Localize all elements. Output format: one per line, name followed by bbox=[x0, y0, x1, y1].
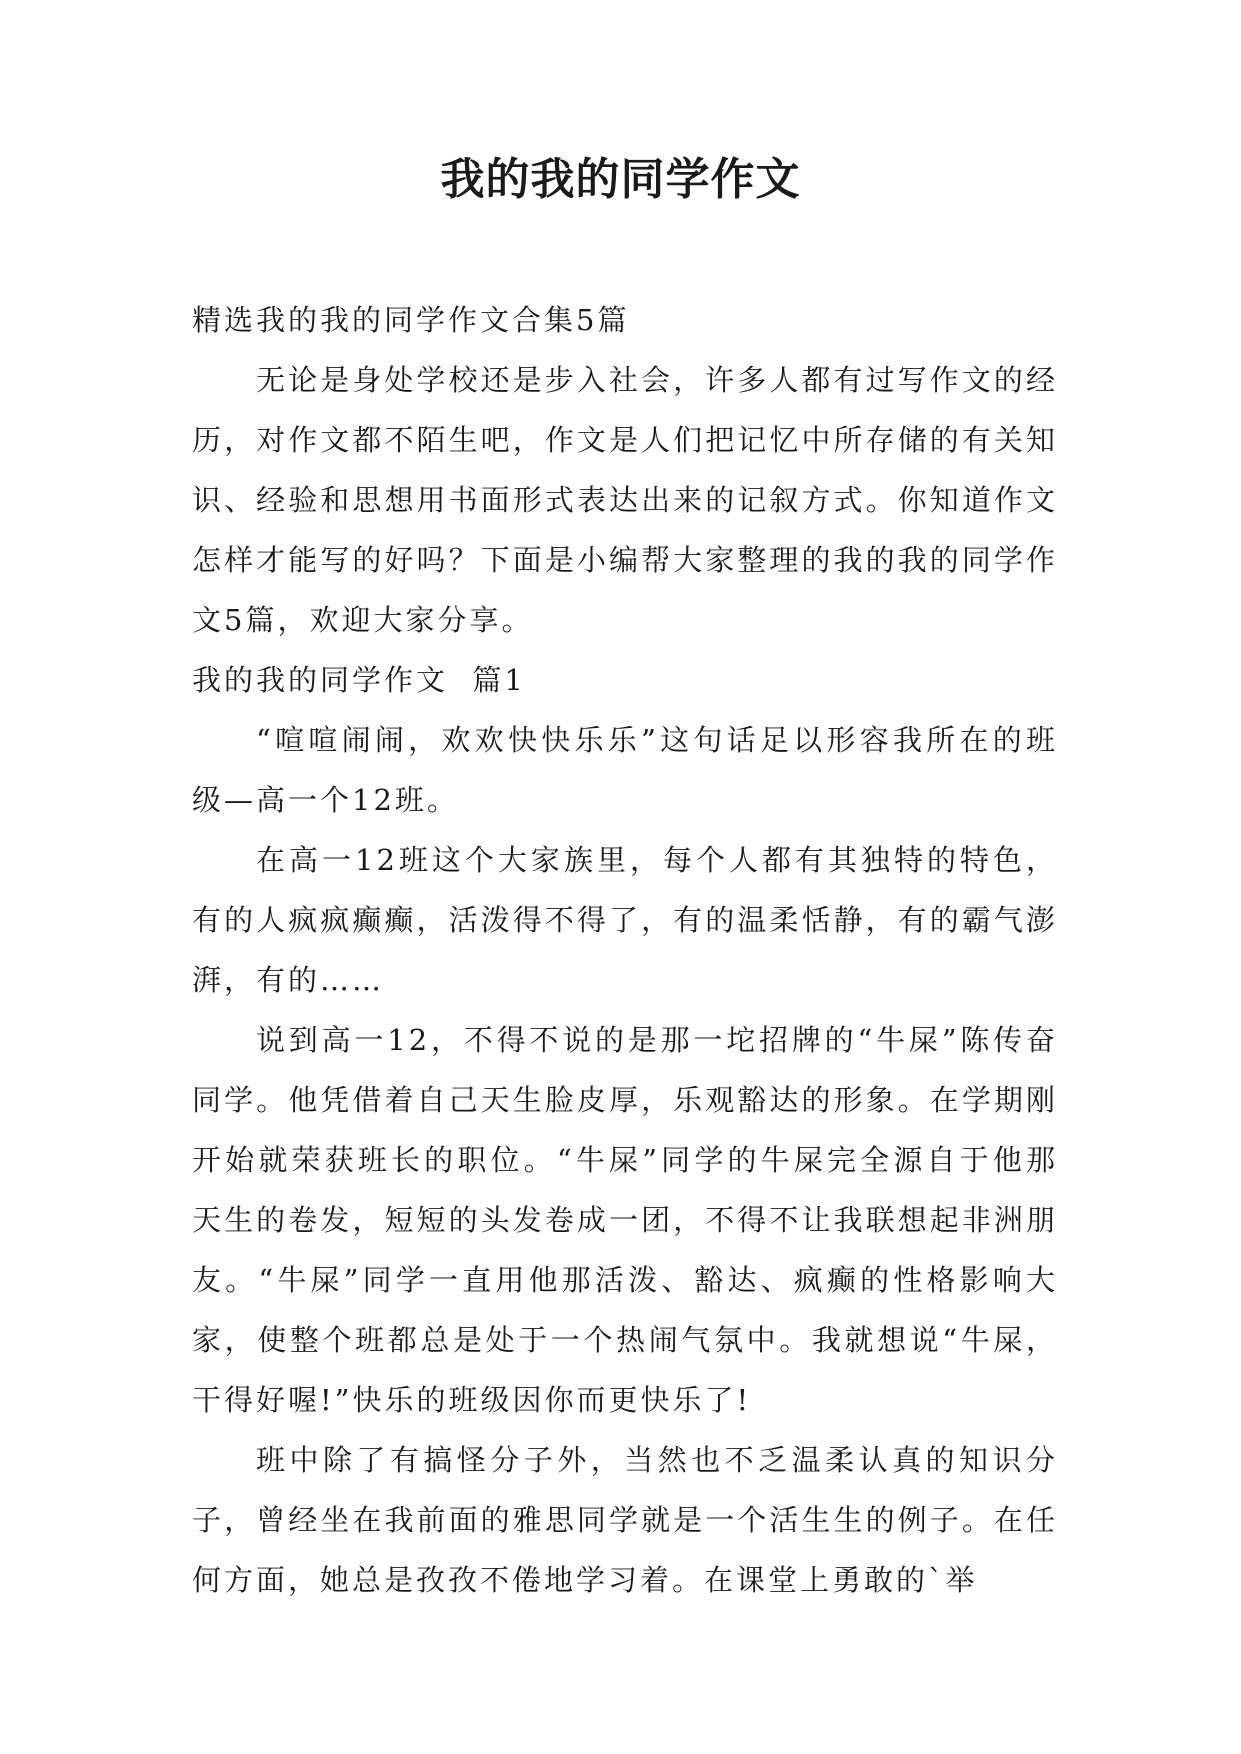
document-body bbox=[192, 290, 1058, 1610]
document-subtitle: 精选我的我的同学作文合集5篇 bbox=[192, 303, 630, 337]
body-paragraph: 在高一12班这个大家族里，每个人都有其独特的特色，有的人疯疯癫癫，活泼得不得了，有的温柔恬静，有的霸气澎湃，有的…… bbox=[192, 843, 1058, 997]
intro-paragraph: 无论是身处学校还是步入社会，许多人都有过写作文的经历，对作文都不陌生吧，作文是人们把记忆中所存储的有关知识、经验和思想用书面形式表达出来的记叙方式。你知道作文怎样才能写的好吗？下面是小编帮大家整理的我的我的同学作文5篇，欢迎大家分享。 bbox=[192, 363, 1058, 637]
body-paragraph: 班中除了有搞怪分子外，当然也不乏温柔认真的知识分子，曾经坐在我前面的雅思同学就是一个活生生的例子。在任何方面，她总是孜孜不倦地学习着。在课堂上勇敢的`举 bbox=[192, 1443, 1058, 1597]
body-paragraph: “喧喧闹闹，欢欢快快乐乐”这句话足以形容我所在的班级—高一个12班。 bbox=[192, 723, 1058, 817]
body-paragraph: 说到高一12，不得不说的是那一坨招牌的“牛屎”陈传奋同学。他凭借着自己天生脸皮厚，乐观豁达的形象。在学期刚开始就荣获班长的职位。“牛屎”同学的牛屎完全源自于他那天生的卷发，短短的头发卷成一团，不得不让我联想起非洲朋友。“牛屎”同学一直用他那活泼、豁达、疯癫的性格影响大家，使整个班都总是处于一个热闹气氛中。我就想说“牛屎，干得好喔!”快乐的班级因你而更快乐了! bbox=[192, 1023, 1058, 1417]
section-heading: 我的我的同学作文 篇1 bbox=[192, 663, 526, 697]
document-title: 我的我的同学作文 bbox=[440, 154, 801, 205]
